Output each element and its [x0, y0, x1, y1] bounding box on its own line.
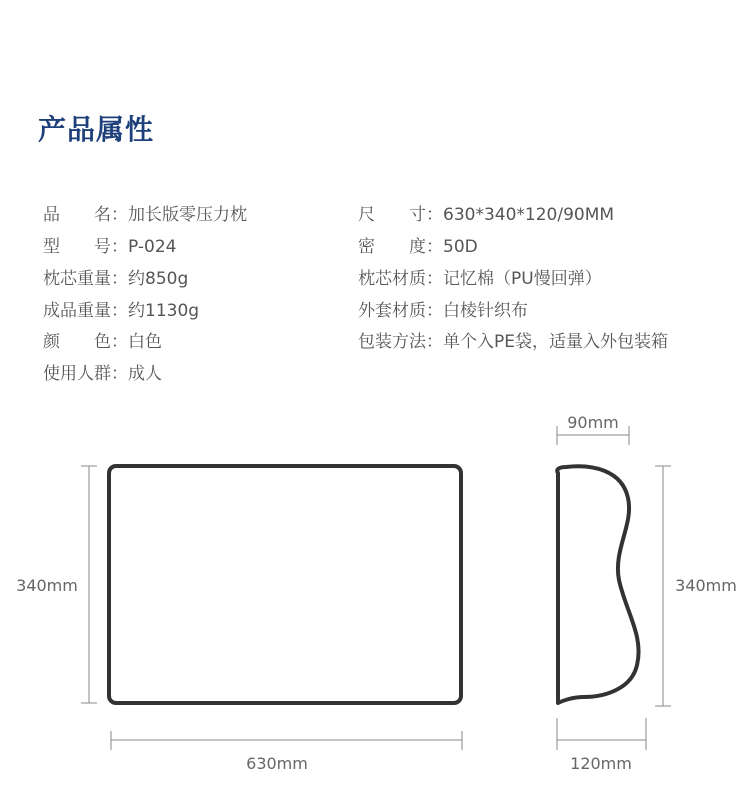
spec-label: 品 名 — [43, 205, 111, 225]
spec-label: 外套材质 — [358, 301, 426, 321]
spec-separator: ： — [111, 364, 128, 384]
spec-value: 630*340*120/90MM — [443, 205, 615, 225]
spec-label: 颜 色 — [43, 332, 111, 352]
side-bottom-width-label: 120mm — [570, 754, 632, 773]
section-title: 产品属性 — [38, 113, 155, 146]
spec-value: 白棱针织布 — [443, 301, 528, 321]
spec-label: 使用人群 — [43, 364, 111, 384]
spec-label: 包装方法 — [358, 332, 426, 352]
spec-value: 加长版零压力枕 — [128, 205, 247, 225]
spec-separator: ： — [111, 205, 128, 225]
front-height-dimension-line — [81, 466, 97, 703]
front-width-label: 630mm — [246, 754, 308, 773]
spec-value: 约1130g — [128, 301, 200, 321]
side-height-dimension-line — [655, 466, 671, 706]
pillow-side-outline — [557, 466, 638, 703]
spec-value: P-024 — [128, 237, 177, 257]
spec-value: 成人 — [128, 364, 162, 384]
spec-value: 白色 — [128, 332, 162, 352]
pillow-front-outline — [109, 466, 461, 703]
spec-value: 约850g — [128, 269, 189, 289]
spec-separator: ： — [426, 269, 443, 289]
spec-label: 枕芯重量 — [43, 269, 111, 289]
spec-label: 尺 寸 — [358, 205, 426, 225]
spec-label: 成品重量 — [43, 301, 111, 321]
side-height-label: 340mm — [675, 576, 737, 595]
spec-value: 记忆棉（PU慢回弹） — [443, 269, 602, 289]
spec-separator: ： — [426, 301, 443, 321]
front-height-label: 340mm — [16, 576, 78, 595]
spec-value: 单个入PE袋，适量入外包装箱 — [443, 332, 668, 352]
spec-label: 密 度 — [358, 237, 426, 257]
spec-separator: ： — [426, 332, 443, 352]
spec-value: 50D — [443, 237, 478, 257]
spec-separator: ： — [111, 237, 128, 257]
spec-label: 型 号 — [43, 237, 111, 257]
spec-label: 枕芯材质 — [358, 269, 426, 289]
spec-separator: ： — [111, 332, 128, 352]
spec-separator: ： — [111, 269, 128, 289]
spec-separator: ： — [111, 301, 128, 321]
spec-separator: ： — [426, 205, 443, 225]
spec-separator: ： — [426, 237, 443, 257]
front-width-dimension-line — [111, 731, 462, 750]
side-bottom-width-dimension-line — [557, 718, 646, 750]
side-top-width-label: 90mm — [567, 413, 619, 432]
